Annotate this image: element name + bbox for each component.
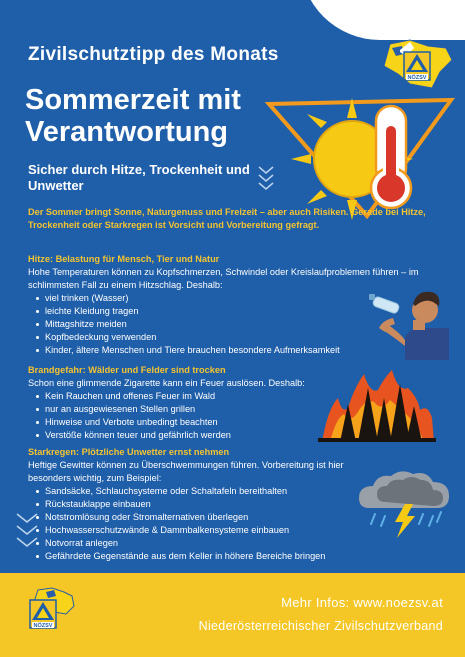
svg-text:NÖZSV: NÖZSV: [33, 623, 53, 630]
hero-illustration: [255, 80, 455, 220]
section-text: Heftige Gewitter können zu Überschwemmungen führen. Vorbereitung ist hier besonders wichtig, zum Beispiel:: [28, 460, 344, 483]
list-item: Hochwasserschutzwände & Dammbalkensysteme einbauen: [36, 524, 358, 537]
list-item: Kein Rauchen und offenes Feuer im Wald: [36, 390, 358, 403]
svg-text:NÖZSV: NÖZSV: [407, 75, 427, 82]
more-info-link[interactable]: Mehr Infos: www.noezsv.at: [281, 595, 443, 610]
intro-text: Der Sommer bringt Sonne, Naturgenuss und Freizeit – aber auch Risiken. Gerade bei Hitze, Trockenheit oder Starkregen ist Vorsicht und Vorbereitung gefragt.: [28, 207, 426, 230]
section-fire: [28, 364, 358, 442]
storm-cloud-icon: [355, 468, 455, 542]
list-item: Sandsäcke, Schlauchsysteme oder Schaltafeln bereithalten: [36, 485, 358, 498]
list-item: Hinweise und Verbote unbedingt beachten: [36, 416, 358, 429]
forest-fire-icon: [318, 368, 436, 442]
organization-name: Niederösterreichischer Zivilschutzverband: [198, 619, 443, 633]
list-item: Gefährdete Gegenstände aus dem Keller in höhere Bereiche bringen: [36, 550, 358, 563]
section-text: Schon eine glimmende Zigarette kann ein Feuer auslösen. Deshalb:: [28, 378, 305, 388]
list-item: leichte Kleidung tragen: [36, 305, 438, 318]
section-list: [28, 485, 358, 563]
section-text: Hohe Temperaturen können zu Kopfschmerzen, Schwindel oder Kreislaufproblemen führen – im schlimmsten Fall zu einem Hitzschlag. Deshalb:: [28, 267, 419, 290]
section-list: [28, 390, 358, 442]
list-item: Notstromlösung oder Stromalternativen überlegen: [36, 511, 358, 524]
corner-decoration: [300, 0, 465, 40]
section-heavy-rain: [28, 446, 358, 563]
page-title: Sommerzeit mit Verantwortung: [25, 84, 241, 148]
section-heading: Brandgefahr: Wälder und Felder sind trocken: [28, 365, 226, 375]
page-subtitle: Sicher durch Hitze, Trockenheit und Unwetter: [28, 162, 250, 193]
chevrons-icon: [14, 510, 40, 554]
logo-icon: [24, 586, 76, 634]
drinking-person-icon: [365, 280, 450, 360]
list-item: Verstöße können teuer und gefährlich werden: [36, 429, 358, 442]
section-heading: Hitze: Belastung für Mensch, Tier und Natur: [28, 254, 220, 264]
list-item: nur an ausgewiesenen Stellen grillen: [36, 403, 358, 416]
list-item: Notvorrat anlegen: [36, 537, 358, 550]
list-item: Rückstauklappe einbauen: [36, 498, 358, 511]
eyebrow-title: Zivilschutztipp des Monats: [28, 44, 279, 65]
section-heading: Starkregen: Plötzliche Unwetter ernst nehmen: [28, 447, 230, 457]
list-item: Kinder, ältere Menschen und Tiere brauchen besondere Aufmerksamkeit: [36, 344, 438, 357]
list-item: Mittagshitze meiden: [36, 318, 438, 331]
thermometer-icon: [371, 106, 411, 208]
list-item: viel trinken (Wasser): [36, 292, 438, 305]
list-item: Kopfbedeckung verwenden: [36, 331, 438, 344]
